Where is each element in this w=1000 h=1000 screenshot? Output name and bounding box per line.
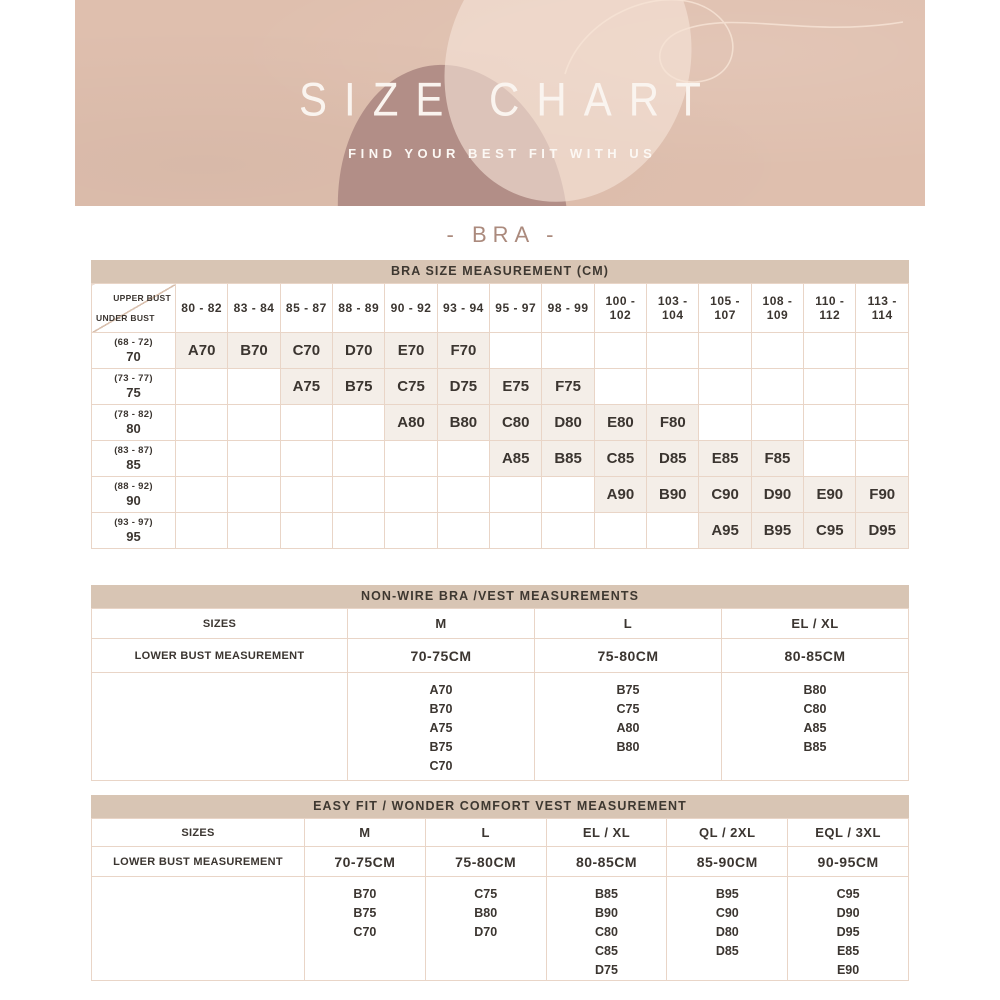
cup-size-list <box>546 877 667 981</box>
lower-bust-label: LOWER BUST MEASUREMENT <box>92 639 348 673</box>
bra-table-title: BRA SIZE MEASUREMENT (CM) <box>91 260 909 283</box>
under-bust-row-header <box>92 405 176 441</box>
bra-size-cell: E85 <box>699 441 751 477</box>
lower-bust-row <box>92 847 909 877</box>
bra-size-cell: F70 <box>437 333 489 369</box>
nonwire-table <box>91 608 909 781</box>
cup-size-item: C75 <box>474 887 498 901</box>
bra-size-cell: D80 <box>542 405 594 441</box>
bra-table-row <box>92 369 909 405</box>
empty-cell <box>647 333 699 369</box>
cup-size-item: B75 <box>616 683 640 697</box>
cup-size-item: B80 <box>616 740 640 754</box>
empty-cell <box>804 405 856 441</box>
lower-bust-value: 80-85CM <box>722 639 909 673</box>
under-bust-size: 80 <box>126 421 141 436</box>
bust-range-column-header: 95 - 97 <box>490 284 542 333</box>
lower-bust-value: 70-75CM <box>305 847 426 877</box>
easyfit-table <box>91 818 909 981</box>
empty-cell <box>751 369 803 405</box>
empty-cell <box>490 513 542 549</box>
page-title: SIZE CHART <box>299 73 718 126</box>
bust-range-column-header: 113 - 114 <box>856 284 909 333</box>
empty-cell <box>751 405 803 441</box>
cup-size-item: D70 <box>474 925 498 939</box>
empty-cell <box>751 333 803 369</box>
cup-size-item: D85 <box>715 944 739 958</box>
bra-size-cell: A70 <box>176 333 228 369</box>
empty-cell <box>542 477 594 513</box>
section-heading-bra: - BRA - <box>446 222 560 247</box>
under-bust-size: 70 <box>126 349 141 364</box>
bra-size-cell: D90 <box>751 477 803 513</box>
lower-bust-value: 80-85CM <box>546 847 667 877</box>
empty-cell <box>228 441 280 477</box>
under-bust-range: (93 - 97) <box>114 517 153 528</box>
bra-size-cell: E70 <box>385 333 437 369</box>
bust-range-column-header: 98 - 99 <box>542 284 594 333</box>
bra-size-cell: C80 <box>490 405 542 441</box>
empty-cell <box>333 513 385 549</box>
sizes-row <box>92 819 909 847</box>
cup-size-list <box>535 673 722 781</box>
cup-size-list <box>667 877 788 981</box>
empty-cell <box>280 441 332 477</box>
cup-size-list <box>348 673 535 781</box>
bra-size-cell: B90 <box>647 477 699 513</box>
size-column-header: M <box>305 819 426 847</box>
sizes-label: SIZES <box>92 609 348 639</box>
cup-size-list <box>722 673 909 781</box>
empty-cell <box>385 477 437 513</box>
empty-cell <box>699 405 751 441</box>
cup-size-item: B95 <box>715 887 739 901</box>
under-bust-row-header <box>92 369 176 405</box>
cup-size-item: B75 <box>353 906 377 920</box>
bra-table-body <box>92 333 909 549</box>
empty-cell <box>437 513 489 549</box>
bra-table-row <box>92 333 909 369</box>
page-subtitle: FIND YOUR BEST FIT WITH US <box>348 146 657 161</box>
cup-size-item: D75 <box>595 963 618 977</box>
bra-size-table-section <box>91 260 909 549</box>
size-column-header: L <box>425 819 546 847</box>
under-bust-range: (78 - 82) <box>114 409 153 420</box>
empty-cell <box>228 369 280 405</box>
empty-cell <box>280 405 332 441</box>
bra-size-cell: C85 <box>594 441 646 477</box>
bra-size-cell: F85 <box>751 441 803 477</box>
empty-cell <box>280 477 332 513</box>
bra-size-cell: F90 <box>856 477 909 513</box>
cup-size-item: E85 <box>836 944 860 958</box>
bra-size-table <box>91 283 909 549</box>
nonwire-table-section <box>91 585 909 781</box>
empty-cell <box>437 441 489 477</box>
cup-size-item: C80 <box>803 702 827 716</box>
bra-size-cell: C70 <box>280 333 332 369</box>
empty-cell <box>647 513 699 549</box>
bra-size-cell: F75 <box>542 369 594 405</box>
empty-cell <box>92 673 348 781</box>
cup-size-item: A80 <box>616 721 640 735</box>
cup-size-item: B70 <box>429 702 453 716</box>
lower-bust-label: LOWER BUST MEASUREMENT <box>92 847 305 877</box>
lower-bust-value: 75-80CM <box>535 639 722 673</box>
bust-range-column-header: 100 - 102 <box>594 284 646 333</box>
under-bust-size: 95 <box>126 529 141 544</box>
bust-range-column-header: 83 - 84 <box>228 284 280 333</box>
bra-size-cell: E75 <box>490 369 542 405</box>
empty-cell <box>856 369 909 405</box>
empty-cell <box>542 513 594 549</box>
empty-cell <box>176 477 228 513</box>
cup-size-item: C70 <box>429 759 453 773</box>
bra-size-cell: E90 <box>804 477 856 513</box>
cup-size-item: A85 <box>803 721 827 735</box>
bust-range-column-header: 103 - 104 <box>647 284 699 333</box>
empty-cell <box>176 513 228 549</box>
empty-cell <box>176 405 228 441</box>
empty-cell <box>228 477 280 513</box>
bust-range-column-header: 90 - 92 <box>385 284 437 333</box>
under-bust-row-header <box>92 333 176 369</box>
cup-size-item: C90 <box>715 906 739 920</box>
cup-size-item: B80 <box>803 683 827 697</box>
under-bust-size: 85 <box>126 457 141 472</box>
cup-size-list <box>305 877 426 981</box>
cup-sizes-row <box>92 877 909 981</box>
bra-size-cell: A80 <box>385 405 437 441</box>
bra-size-cell: D70 <box>333 333 385 369</box>
empty-cell <box>647 369 699 405</box>
upper-bust-label: UPPER BUST <box>113 293 171 303</box>
bra-size-cell: D85 <box>647 441 699 477</box>
lower-bust-value: 85-90CM <box>667 847 788 877</box>
bra-size-cell: C95 <box>804 513 856 549</box>
empty-cell <box>437 477 489 513</box>
empty-cell <box>228 513 280 549</box>
bra-size-cell: F80 <box>647 405 699 441</box>
empty-cell <box>804 333 856 369</box>
under-bust-range: (83 - 87) <box>114 445 153 456</box>
empty-cell <box>385 441 437 477</box>
empty-cell <box>594 513 646 549</box>
size-column-header: EL / XL <box>546 819 667 847</box>
cup-size-item: B80 <box>474 906 498 920</box>
bra-table-row <box>92 405 909 441</box>
cup-size-item: C70 <box>353 925 377 939</box>
under-bust-row-header <box>92 477 176 513</box>
cup-size-item: C95 <box>836 887 860 901</box>
empty-cell <box>92 877 305 981</box>
under-bust-size: 75 <box>126 385 141 400</box>
size-column-header: EQL / 3XL <box>788 819 909 847</box>
cup-size-item: C80 <box>595 925 618 939</box>
lower-bust-value: 75-80CM <box>425 847 546 877</box>
bra-size-cell: B95 <box>751 513 803 549</box>
empty-cell <box>333 477 385 513</box>
empty-cell <box>594 333 646 369</box>
bra-size-cell: C90 <box>699 477 751 513</box>
bra-size-cell: A85 <box>490 441 542 477</box>
lower-bust-value: 90-95CM <box>788 847 909 877</box>
bra-size-cell: C75 <box>385 369 437 405</box>
size-column-header: EL / XL <box>722 609 909 639</box>
bra-table-row <box>92 441 909 477</box>
cup-size-list <box>788 877 909 981</box>
empty-cell <box>280 513 332 549</box>
bra-size-cell: E80 <box>594 405 646 441</box>
size-column-header: QL / 2XL <box>667 819 788 847</box>
empty-cell <box>333 405 385 441</box>
cup-size-item: D90 <box>836 906 860 920</box>
cup-size-item: B85 <box>803 740 827 754</box>
cup-size-item: A75 <box>429 721 453 735</box>
empty-cell <box>804 369 856 405</box>
empty-cell <box>228 405 280 441</box>
bra-size-cell: B85 <box>542 441 594 477</box>
empty-cell <box>856 405 909 441</box>
bra-size-cell: A95 <box>699 513 751 549</box>
cup-size-item: D80 <box>715 925 739 939</box>
nonwire-table-title: NON-WIRE BRA /VEST MEASUREMENTS <box>91 585 909 608</box>
bra-size-cell: A75 <box>280 369 332 405</box>
lower-bust-value: 70-75CM <box>348 639 535 673</box>
cup-size-list <box>425 877 546 981</box>
lower-bust-row <box>92 639 909 673</box>
cup-size-item: B90 <box>595 906 618 920</box>
cup-size-item: D95 <box>836 925 860 939</box>
cup-sizes-row <box>92 673 909 781</box>
bust-range-column-header: 105 - 107 <box>699 284 751 333</box>
size-column-header: L <box>535 609 722 639</box>
bra-columns-row <box>92 284 909 333</box>
empty-cell <box>594 369 646 405</box>
easyfit-table-section <box>91 795 909 981</box>
bra-table-row <box>92 477 909 513</box>
empty-cell <box>176 441 228 477</box>
cup-size-item: B85 <box>595 887 618 901</box>
bra-size-cell: B70 <box>228 333 280 369</box>
under-bust-range: (68 - 72) <box>114 337 153 348</box>
cup-size-item: B70 <box>353 887 377 901</box>
empty-cell <box>856 333 909 369</box>
easyfit-table-title: EASY FIT / WONDER COMFORT VEST MEASUREMENT <box>91 795 909 818</box>
bra-size-cell: B80 <box>437 405 489 441</box>
bust-range-column-header: 80 - 82 <box>176 284 228 333</box>
empty-cell <box>804 441 856 477</box>
empty-cell <box>176 369 228 405</box>
bra-size-cell: A90 <box>594 477 646 513</box>
empty-cell <box>856 441 909 477</box>
empty-cell <box>333 441 385 477</box>
sizes-label: SIZES <box>92 819 305 847</box>
under-bust-range: (88 - 92) <box>114 481 153 492</box>
cup-size-item: C75 <box>616 702 640 716</box>
bra-size-cell: B75 <box>333 369 385 405</box>
sizes-row <box>92 609 909 639</box>
bra-size-cell: D95 <box>856 513 909 549</box>
corner-cell <box>92 284 176 333</box>
bust-range-column-header: 85 - 87 <box>280 284 332 333</box>
bust-range-column-header: 88 - 89 <box>333 284 385 333</box>
empty-cell <box>699 333 751 369</box>
empty-cell <box>385 513 437 549</box>
under-bust-label: UNDER BUST <box>96 313 155 323</box>
cup-size-item: E90 <box>836 963 860 977</box>
bust-range-column-header: 110 - 112 <box>804 284 856 333</box>
bust-range-column-header: 93 - 94 <box>437 284 489 333</box>
cup-size-item: A70 <box>429 683 453 697</box>
banner <box>75 0 925 206</box>
under-bust-size: 90 <box>126 493 141 508</box>
empty-cell <box>490 333 542 369</box>
empty-cell <box>542 333 594 369</box>
banner-text <box>75 0 925 206</box>
empty-cell <box>699 369 751 405</box>
cup-size-item: B75 <box>429 740 453 754</box>
cup-size-item: C85 <box>595 944 618 958</box>
bra-table-row <box>92 513 909 549</box>
under-bust-row-header <box>92 441 176 477</box>
bra-size-cell: D75 <box>437 369 489 405</box>
empty-cell <box>490 477 542 513</box>
under-bust-range: (73 - 77) <box>114 373 153 384</box>
bust-range-column-header: 108 - 109 <box>751 284 803 333</box>
size-column-header: M <box>348 609 535 639</box>
under-bust-row-header <box>92 513 176 549</box>
